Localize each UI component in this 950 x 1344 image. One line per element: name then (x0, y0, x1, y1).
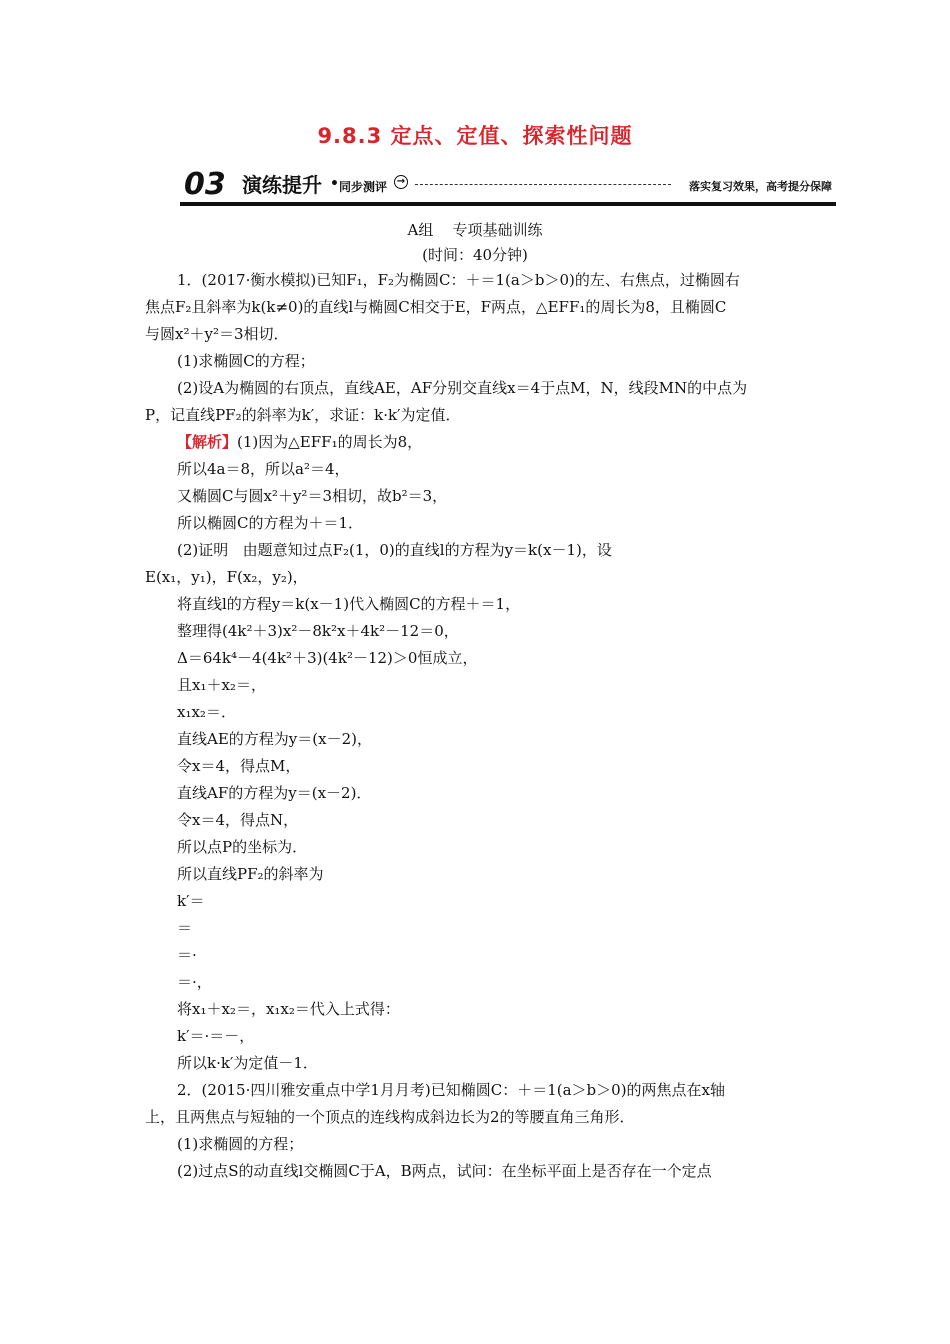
text-line: 与圆x²＋y²＝3相切． (145, 325, 289, 343)
text-line: 令x＝4，得点N， (177, 811, 299, 829)
banner-heading: 演练提升 (242, 173, 322, 197)
group-heading: A组 专项基础训练 (407, 221, 543, 239)
proof-line (145, 537, 815, 564)
text-line: 所以k·k′为定值－1． (177, 1054, 318, 1072)
text-line: (2)过点S的动直线l交椭圆C于A，B两点，试问：在坐标平面上是否存在一个定点 (177, 1162, 712, 1180)
text-line: 上，且两焦点与短轴的一个顶点的连线构成斜边长为2的等腰直角三角形． (145, 1108, 635, 1126)
text-line: ＝ (177, 919, 193, 937)
text-line: 1．(2017·衡水模拟)已知F₁，F₂为椭圆C：＋＝1(a＞b＞0)的左、右焦点，过椭圆右 (177, 271, 740, 289)
text-line: 2．(2015·四川雅安重点中学1月月考)已知椭圆C：＋＝1(a＞b＞0)的两焦点在x轴 (177, 1081, 726, 1099)
text-line: ＝· (177, 946, 197, 964)
text-line: E(x₁，y₁)，F(x₂，y₂)， (145, 568, 308, 586)
text-line: Δ＝64k⁴－4(4k²＋3)(4k²－12)＞0恒成立， (177, 649, 478, 667)
text-line: 直线AE的方程为y＝(x－2)， (177, 730, 372, 748)
text-line: 将x₁＋x₂＝，x₁x₂＝代入上式得： (177, 1000, 400, 1018)
text-line: 又椭圆C与圆x²＋y²＝3相切，故b²＝3， (177, 487, 448, 505)
text-line: 整理得(4k²＋3)x²－8k²x＋4k²－12＝0， (177, 622, 459, 640)
text-line: (1)求椭圆C的方程； (177, 352, 315, 370)
text-line: 将直线l的方程y＝k(x－1)代入椭圆C的方程＋＝1， (177, 595, 521, 613)
text-line: k′＝ (177, 892, 205, 910)
text-line: (1)求椭圆的方程； (177, 1135, 304, 1153)
solution-label: 【解析】 (177, 433, 238, 451)
banner-number: 03 (184, 167, 226, 202)
text-line: 所以点P的坐标为． (177, 838, 308, 856)
text-line: 直线AF的方程为y＝(x－2)． (177, 784, 372, 802)
problem-body (145, 267, 815, 1185)
section-banner (180, 167, 836, 206)
text-line: 所以4a＝8，所以a²＝4， (177, 460, 350, 478)
proof-label: (2)证明 (177, 541, 229, 559)
text-line: 所以椭圆C的方程为＋＝1． (177, 514, 364, 532)
text-line: 焦点F₂且斜率为k(k≠0)的直线l与椭圆C相交于E，F两点，△EFF₁的周长为8，且椭圆C (145, 298, 727, 316)
text-line: 令x＝4，得点M， (177, 757, 301, 775)
text-line: (1)因为△EFF₁的周长为8， (237, 433, 423, 451)
arrow-circle-icon: → (394, 175, 408, 189)
banner-underline (180, 202, 836, 206)
text-line: x₁x₂＝． (177, 703, 236, 721)
text-line: 且x₁＋x₂＝， (177, 676, 266, 694)
text-line: k′＝·＝－， (177, 1027, 255, 1045)
banner-tagline: 落实复习效果，高考提分保障 (689, 180, 832, 193)
page-title: 9.8.3 定点、定值、探索性问题 (317, 124, 633, 148)
text-line: P，记直线PF₂的斜率为k′，求证：k·k′为定值． (145, 406, 461, 424)
time-limit: (时间：40分钟) (422, 246, 528, 264)
banner-dot: • (330, 176, 339, 192)
text-line: ＝·， (177, 973, 212, 991)
text-line: (2)设A为椭圆的右顶点，直线AE，AF分别交直线x＝4于点M，N，线段MN的中点为 (177, 379, 748, 397)
text-line: 所以直线PF₂的斜率为 (177, 865, 324, 883)
banner-subheading: 同步测评 (339, 180, 388, 194)
banner-dashed-line (415, 184, 671, 185)
solution-line (145, 429, 815, 456)
text-line: 由题意知过点F₂(1，0)的直线l的方程为y＝k(x－1)，设 (242, 541, 612, 559)
